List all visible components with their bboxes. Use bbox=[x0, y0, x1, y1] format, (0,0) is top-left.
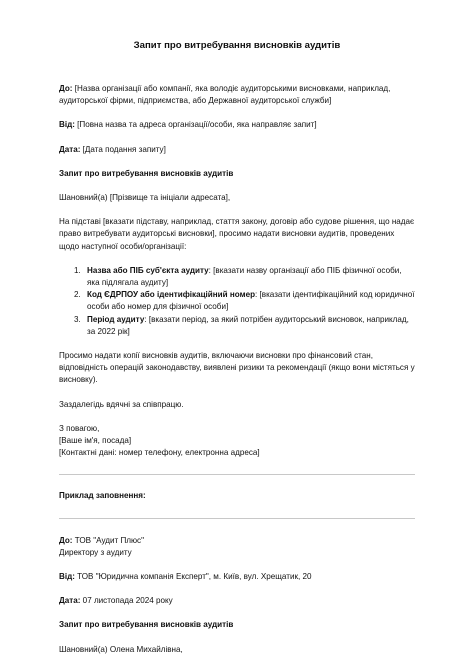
from-paragraph bbox=[59, 119, 415, 131]
request-paragraph: Просимо надати копії висновків аудитів, включаючи висновки про фінансовий стан, відповідність операцій законодавству, виявлені ризики та рекомендації (якщо вони містяться у висновку). bbox=[59, 351, 415, 385]
date-label: Дата: bbox=[59, 144, 81, 154]
contacts: [Контактні дані: номер телефону, електронна адреса] bbox=[59, 448, 260, 458]
list-item: 2. Код ЄДРПОУ або ідентифікаційний номер: [вказати ідентифікаційний код юридичної особи або номер для фізичної особи] bbox=[83, 289, 415, 313]
list-item: 3. Період аудиту: [вказати період, за який потрібен аудиторський висновок, наприклад, за 2022 рік] bbox=[83, 314, 415, 338]
example-date: Дата: 07 листопада 2024 року bbox=[59, 596, 173, 606]
signer: [Ваше ім'я, посада] bbox=[59, 436, 132, 446]
divider bbox=[59, 518, 415, 519]
date-text: [Дата подання запиту] bbox=[80, 144, 166, 154]
example-to: До: ТОВ "Аудит Плюс" bbox=[59, 535, 144, 545]
to-label: До: bbox=[59, 84, 73, 93]
example-greeting: Шановний(а) Олена Михайлівна, bbox=[59, 644, 183, 654]
example-heading: Приклад заповнення: bbox=[59, 491, 146, 501]
document-title: Запит про витребування висновків аудитів bbox=[133, 40, 341, 51]
example-from: Від: ТОВ "Юридична компанія Експерт", м. Київ, вул. Хрещатик, 20 bbox=[59, 572, 312, 582]
list-item: 1. Назва або ПІБ суб'єкта аудиту: [вказати назву організації або ПІБ фізичної особи, яка підлягала аудиту] bbox=[83, 265, 415, 289]
basis-paragraph: На підставі [вказати підставу, наприклад, стаття закону, договір або судове рішення, що надає право витребувати аудиторські висновки], просимо надати висновки аудитів, проведених щодо наступної особи/організації: bbox=[59, 217, 415, 251]
to-text: [Назва організації або компанії, яка володіє аудиторськими висновками, наприклад, аудиторської фірми, підприємства, або Державної аудиторської служби] bbox=[59, 84, 391, 106]
closing: З повагою, bbox=[59, 423, 100, 433]
divider bbox=[59, 474, 415, 475]
thanks-paragraph: Заздалегідь вдячні за співпрацю. bbox=[59, 399, 184, 409]
from-label: Від: bbox=[59, 120, 75, 130]
greeting: Шановний(а) [Прізвище та ініціали адресата], bbox=[59, 193, 231, 203]
request-items-list bbox=[59, 265, 415, 338]
to-paragraph bbox=[59, 83, 415, 107]
date-paragraph bbox=[59, 144, 415, 156]
subject-heading: Запит про витребування висновків аудитів bbox=[59, 168, 234, 178]
from-text: [Повна назва та адреса організації/особи, яка направляє запит] bbox=[74, 120, 317, 130]
example-to-line2: Директору з аудиту bbox=[59, 547, 132, 557]
example-subject: Запит про витребування висновків аудитів bbox=[59, 620, 234, 630]
